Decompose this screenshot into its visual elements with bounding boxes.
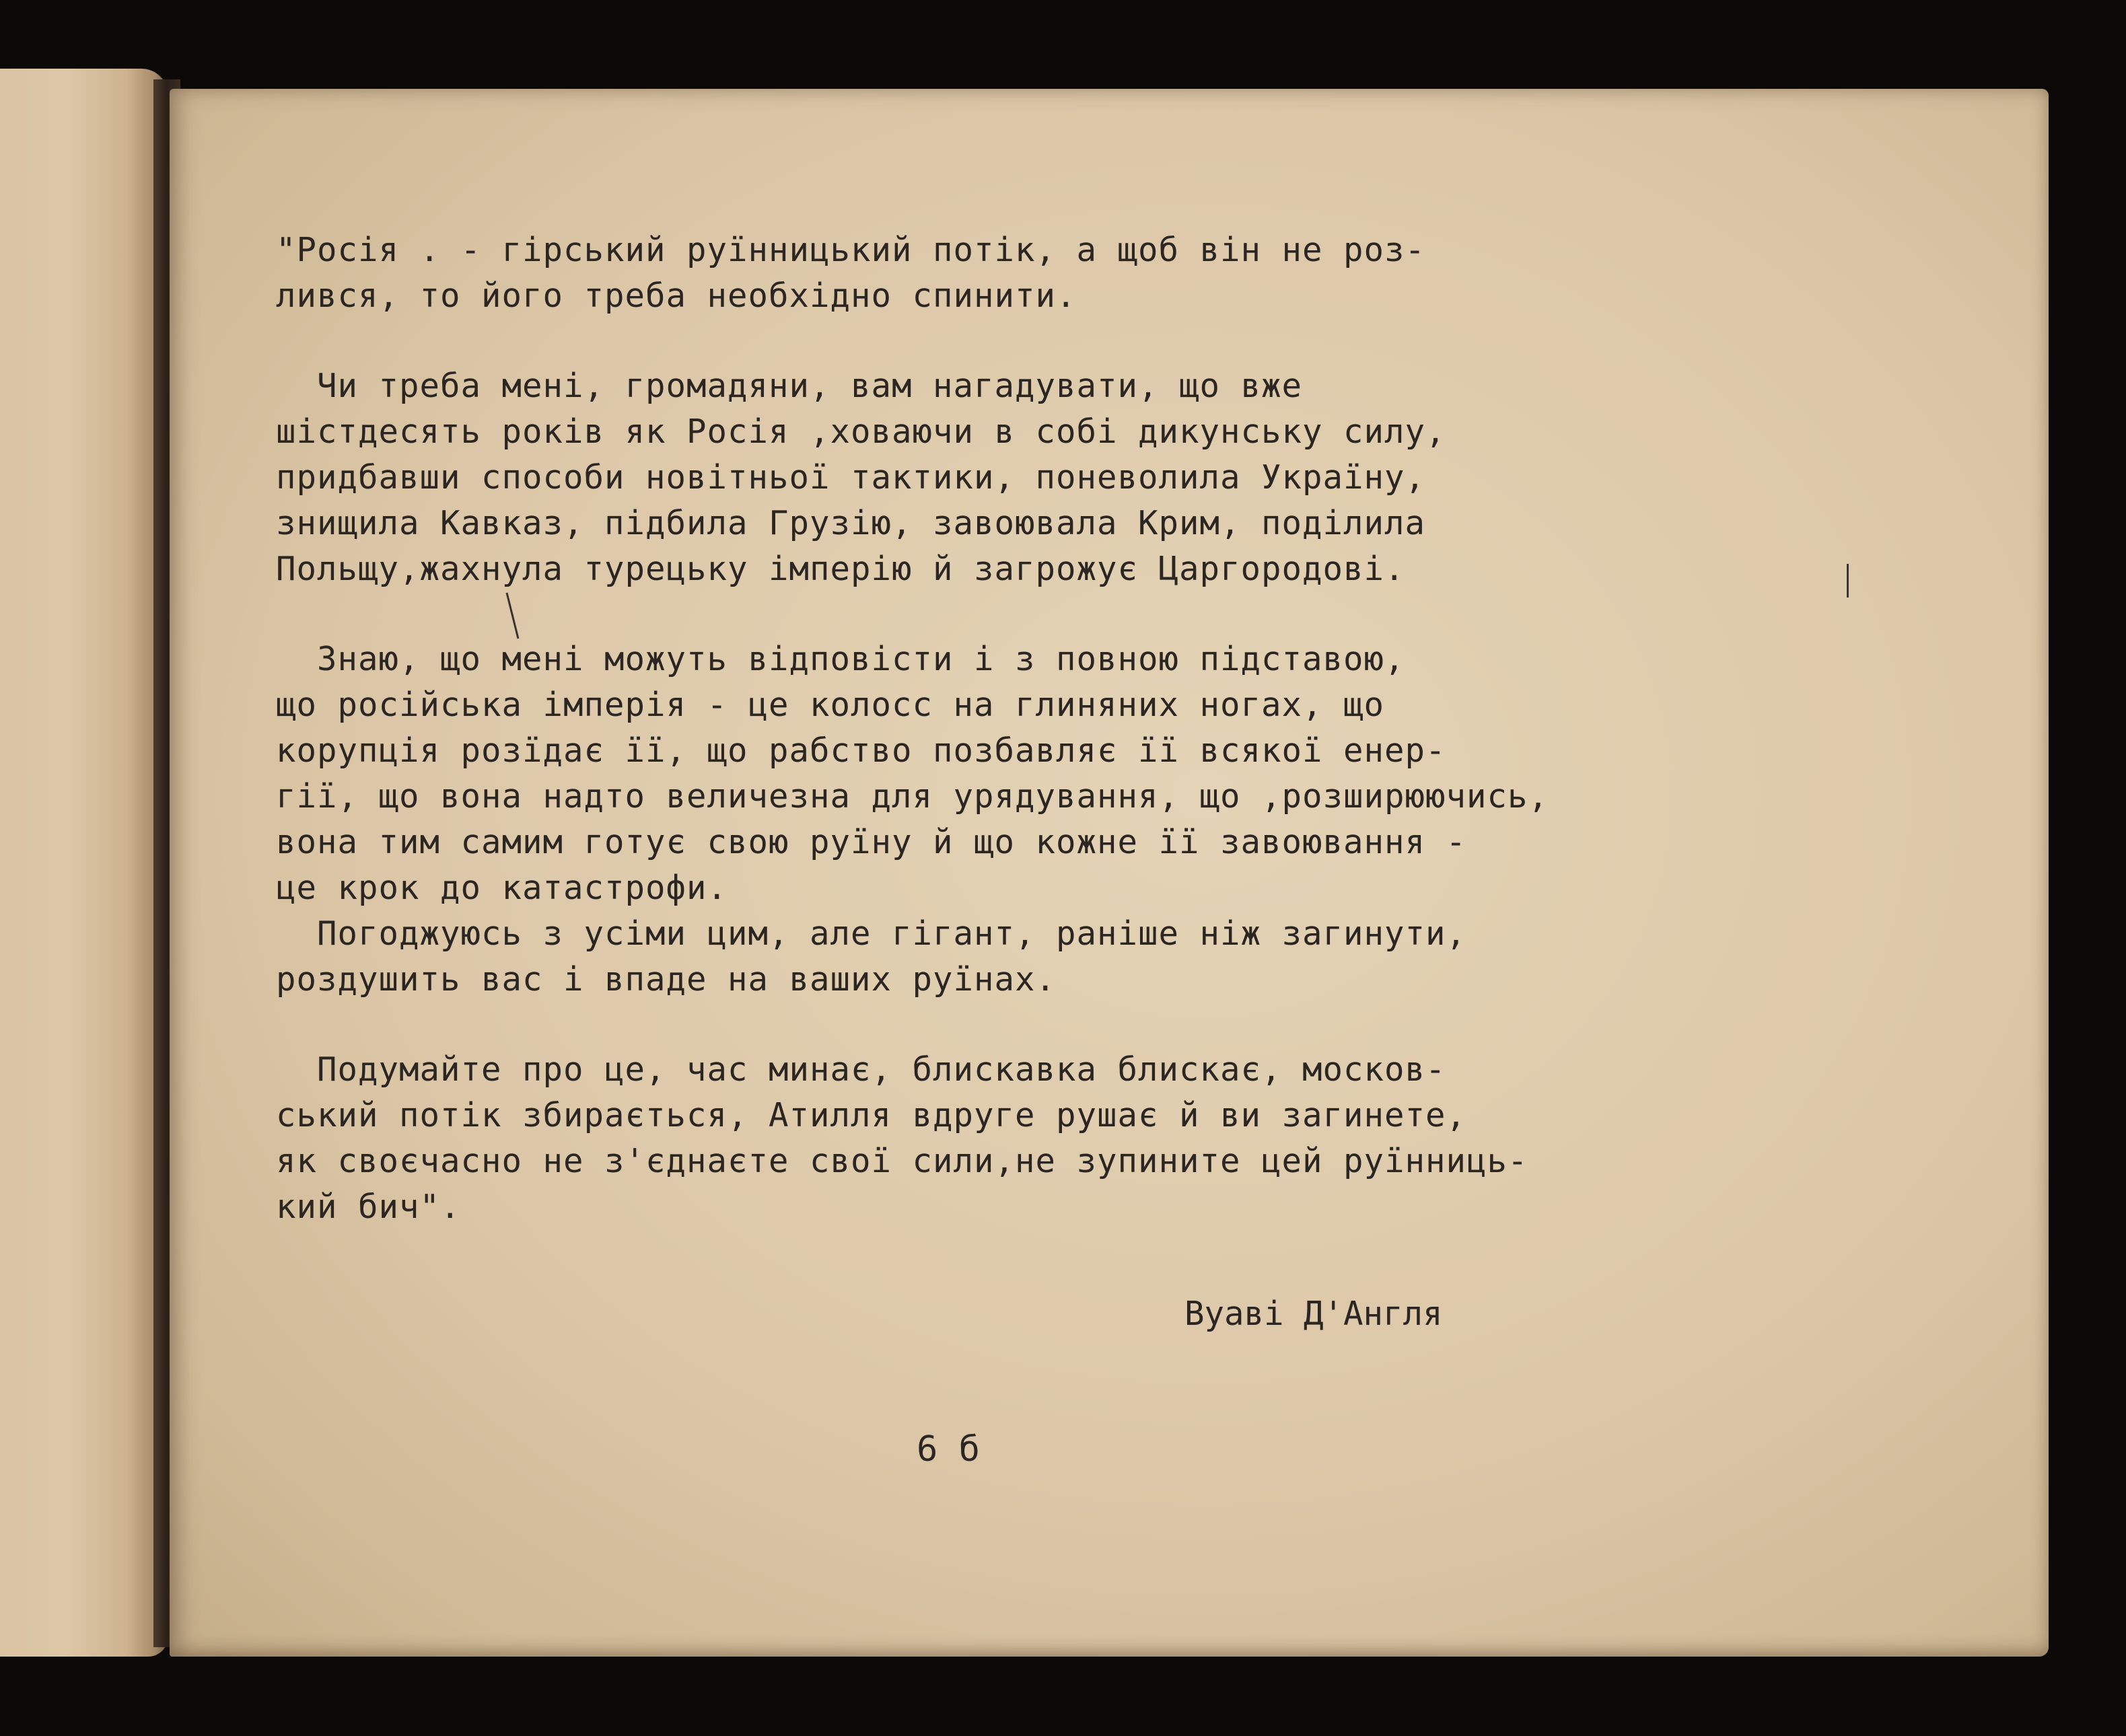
paragraph-4 xyxy=(276,1047,1952,1230)
text-line: лився, то його треба необхідно спинити. xyxy=(276,277,1077,315)
text-line: це крок до катастрофи. xyxy=(276,869,728,907)
paragraph-2 xyxy=(276,363,1952,592)
text-line: придбавши способи новітньої тактики, поневолила Україну, xyxy=(276,458,1426,497)
left-page-edge xyxy=(0,69,168,1657)
text-line: "Росія . - гірський руїнницький потік, а щоб він не роз- xyxy=(276,231,1426,269)
text-line: Знаю, що мені можуть відповісти і з повною підставою, xyxy=(276,640,1405,678)
text-line: корупція розїдає її, що рабство позбавляє її всякої енер- xyxy=(276,731,1446,770)
text-line: роздушить вас і впаде на ваших руїнах. xyxy=(276,960,1057,999)
text-line: вона тим самим готує свою руїну й що кожне її завоювання - xyxy=(276,823,1467,861)
text-line: що російська імперія - це колосс на глиняних ногах, що xyxy=(276,686,1385,724)
text-line: Подумайте про це, час минає, блискавка блискає, москов- xyxy=(276,1050,1446,1089)
text-line: шістдесять років як Росія ,ховаючи в собі дикунську силу, xyxy=(276,412,1446,451)
text-line: кий бич". xyxy=(276,1188,461,1226)
text-line: Погоджуюсь з усіми цим, але гігант, раніше ніж загинути, xyxy=(276,914,1467,953)
page-number: 6 б xyxy=(917,1429,980,1470)
text-line: як своєчасно не з'єднаєте свої сили,не зупините цей руїнниць- xyxy=(276,1142,1528,1180)
paragraph-3 xyxy=(276,637,1952,1003)
text-line: Польщу,жахнула турецьку імперію й загрожує Царгородові. xyxy=(276,550,1405,588)
text-line: ський потік збирається, Атилля вдруге рушає й ви загинете, xyxy=(276,1096,1467,1134)
text-line: гії, що вона надто величезна для урядування, що ,розширюючись, xyxy=(276,777,1549,816)
text-line: знищила Кавказ, підбила Грузію, завоювала Крим, поділила xyxy=(276,504,1426,542)
text-line: Чи треба мені, громадяни, вам нагадувати, що вже xyxy=(276,367,1303,405)
paragraph-1 xyxy=(276,227,1952,319)
page-text xyxy=(276,227,1952,1230)
signature: Вуаві Д'Англя xyxy=(1184,1295,1443,1333)
pen-stroke-mark xyxy=(1847,564,1849,598)
